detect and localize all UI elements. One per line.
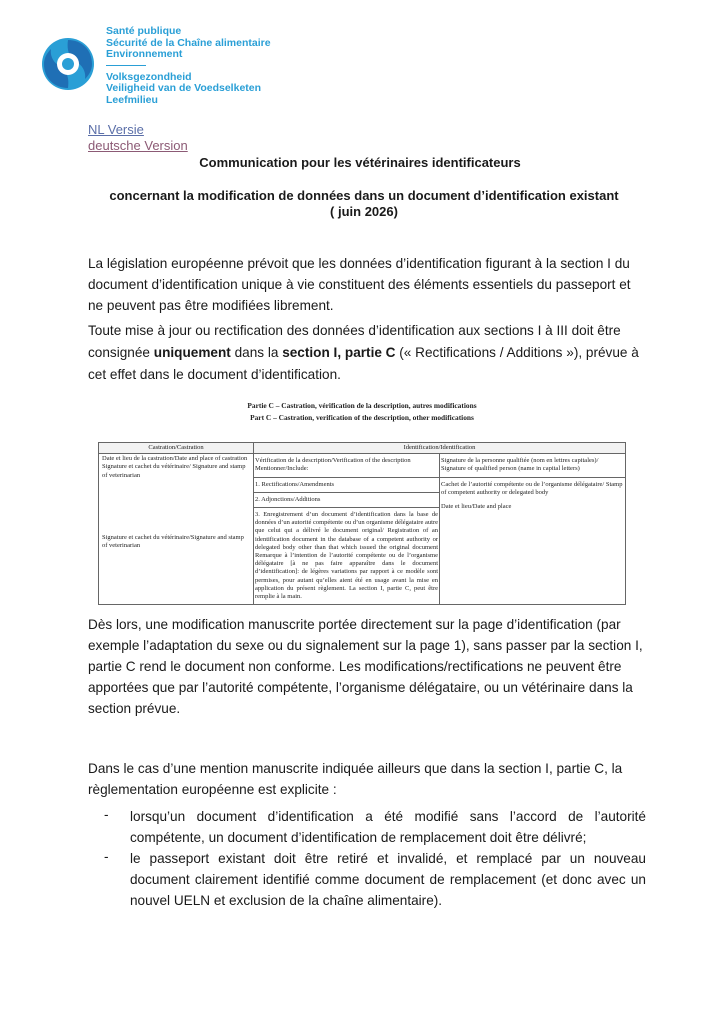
brand-nl-line-2: Veiligheid van de Voedselketen xyxy=(106,82,262,94)
paragraph-section-c xyxy=(88,320,644,386)
p2-text-c: dans la xyxy=(230,345,283,360)
castration-cell xyxy=(99,454,254,605)
list-item-text: le passeport existant doit être retiré et invalidé, et remplacé par un nouveau document clairement identifié comme document de remplacement (et donc avec un nouvel UELN et exclusion de la chaîne alimentaire). xyxy=(130,851,646,908)
signature-qualified-person: Signature de la personne qualifiée (nom en lettres capitales)/ Signature of qualified person (name in capital letters) xyxy=(440,454,625,477)
verification-cell xyxy=(254,454,440,605)
header-castration: Castration/Castration xyxy=(99,443,254,454)
p2-text-e: (« Rectifications / Additions »), prévue à cet effet dans le document d’identification. xyxy=(88,345,639,382)
brand-fr-line-1: Santé publique xyxy=(106,25,182,37)
list-item xyxy=(104,848,646,911)
brand-divider xyxy=(106,65,146,66)
dash-bullet-icon: - xyxy=(104,849,109,864)
verification-item-2: 2. Adjonctions/Additions xyxy=(254,493,439,508)
form-excerpt-figure xyxy=(98,400,626,601)
language-links xyxy=(88,122,188,154)
stamp-authority: Cachet de l’autorité compétente ou de l’organisme délégataire/ Stamp of competent authority or delegated body xyxy=(441,480,623,496)
verification-item-3: 3. Enregistrement d’un document d’identification dans la base de données d’un autorité compétente ou d’un organisme délégataire autre que celui qui a délivré le document original/ Registration of an identification document in the database of a competent authority or delegated body other than that which issued the original document Remarque à l’intention de l’autorité compétente ou de l’organisme délégataire [à ne pas faire apparaître dans le document d’identification]: de légères variations par rapport à ce modèle sont permises, pour autant qu’elles aient été en usage avant la mise en application du présent règlement. La section I, partie C, peut être remplie à la main. xyxy=(255,511,438,601)
figure-title-fr: Partie C – Castration, vérification de la description, autres modifications xyxy=(247,401,477,410)
document-title: Communication pour les vétérinaires identificateurs xyxy=(199,155,521,170)
castration-top-text: Date et lieu de la castration/Date and place of castration Signature et cachet du vétérinaire/ Signature and stamp of veterinarian xyxy=(102,455,248,479)
p2-bold-uniquement: uniquement xyxy=(153,345,231,360)
brand-fr-line-3: Environnement xyxy=(106,48,183,60)
verification-intro: Vérification de la description/Verification of the description Mentionner/Include: xyxy=(254,454,439,477)
brand-text xyxy=(106,26,306,106)
header-identification: Identification/Identification xyxy=(254,443,626,454)
fod-logo xyxy=(40,36,96,92)
header xyxy=(40,26,300,106)
p2-text-a: Toute mise à jour ou rectification des données d’identification aux sections I à III doit être consignée xyxy=(88,323,621,360)
link-nl-version[interactable]: NL Versie xyxy=(88,122,144,137)
verification-item-1: 1. Rectifications/Amendments xyxy=(254,478,439,493)
brand-nl-line-3: Leefmilieu xyxy=(106,93,158,106)
subtitle-date: ( juin 2026) xyxy=(330,204,398,219)
list-item-text: lorsqu’un document d’identification a été modifié sans l’accord de l’autorité compétente, un document d’identification de remplacement doit être délivré; xyxy=(130,809,646,845)
dash-bullet-icon: - xyxy=(104,807,109,822)
signature-cell xyxy=(440,454,626,605)
document-subtitle xyxy=(0,188,720,220)
subtitle-line: concernant la modification de données dans un document d’identification existant xyxy=(109,188,619,203)
brand-nl-line-1: Volksgezondheid xyxy=(106,70,192,83)
figure-title-en: Part C – Castration, verification of the description, other modifications xyxy=(250,413,474,422)
brand-fr-line-2: Sécurité de la Chaîne alimentaire xyxy=(106,36,271,49)
form-table xyxy=(98,442,626,605)
date-and-place: Date et lieu/Date and place xyxy=(441,503,512,511)
paragraph-legislation: La législation européenne prévoit que les données d’identification figurant à la section I du document d’identification unique à vie constituent des éléments essentiels du passeport et ne peuvent pas être modifiées librement. xyxy=(88,256,631,313)
castration-bottom-text: Signature et cachet du vétérinaire/Signature and stamp of veterinarian xyxy=(102,534,244,550)
paragraph-regulation: Dans le cas d’une mention manuscrite indiquée ailleurs que dans la section I, partie C, la règlementation européenne est explicite : xyxy=(88,761,623,797)
list-item xyxy=(104,806,646,848)
consequence-list xyxy=(104,806,646,911)
paragraph-non-conform: Dès lors, une modification manuscrite portée directement sur la page d’identification (par exemple l’adaptation du sexe ou du signalement sur la page 1), sans passer par la section I, partie C rend le document non conforme. Les modifications/rectifications ne peuvent être apportées que par l’autorité compétente, l’organisme délégataire, ou un vétérinaire dans la section prévue. xyxy=(88,617,643,716)
link-de-version[interactable]: deutsche Version xyxy=(88,138,188,153)
p2-bold-section: section I, partie C xyxy=(282,345,396,360)
